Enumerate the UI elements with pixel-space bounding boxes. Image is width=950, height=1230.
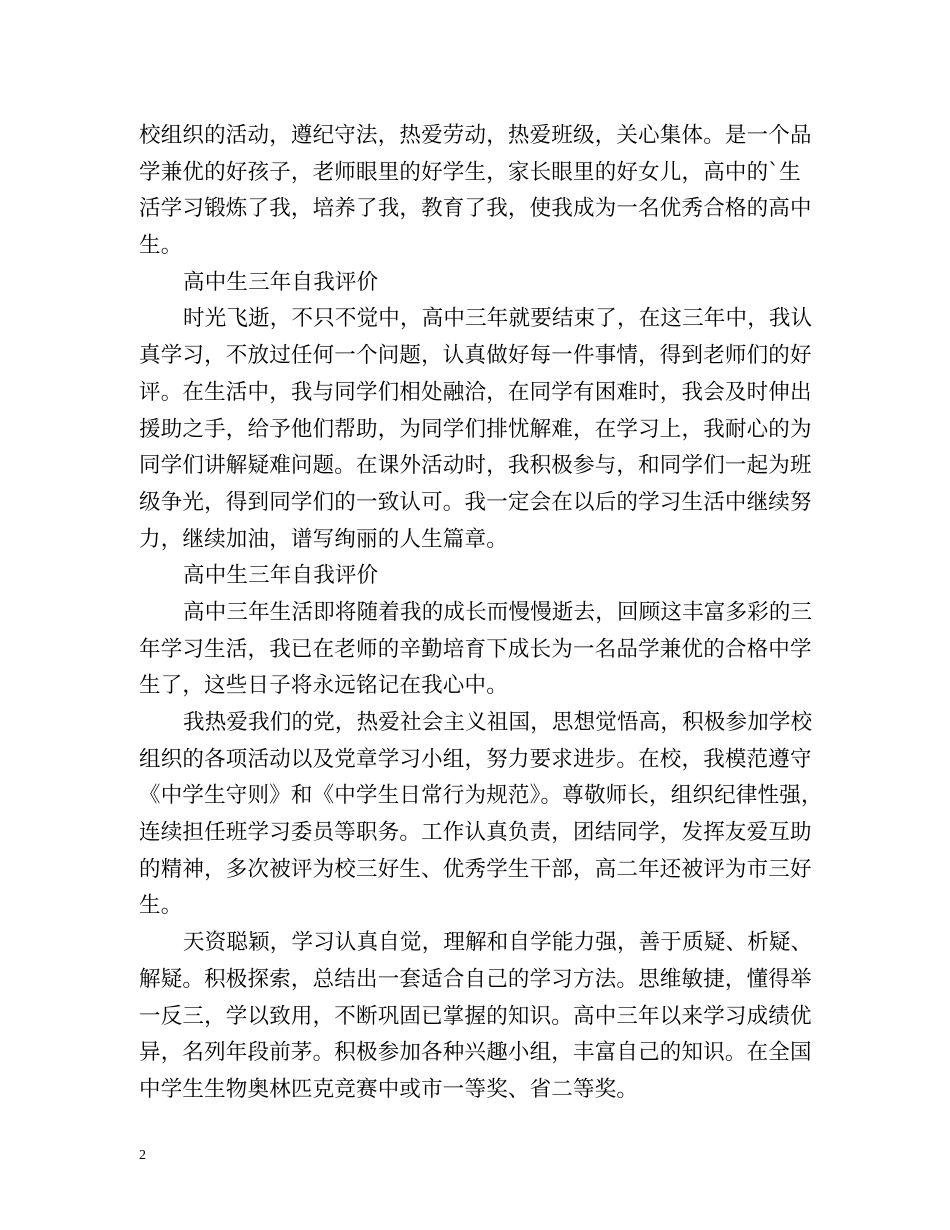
text-line: 同学们讲解疑难问题。在课外活动时，我积极参与，和同学们一起为班 [139,453,812,479]
page-number: 2 [139,1148,146,1163]
document-body [139,118,829,1109]
paragraph-first-line: 时光飞逝，不只不觉中，高中三年就要结束了，在这三年中，我认 [183,306,813,332]
text-line: 《中学生守则》和《中学生日常行为规范》。尊敬师长，组织纪律性强， [139,783,823,809]
text-line: 解疑。积极探索，总结出一套适合自己的学习方法。思维敏捷，懂得举 [139,966,812,992]
section-heading: 高中生三年自我评价 [183,269,379,295]
text-line: 连续担任班学习委员等职务。工作认真负责，团结同学，发挥友爱互助 [139,820,812,846]
text-line: 援助之手，给予他们帮助，为同学们排忧解难，在学习上，我耐心的为 [139,416,812,442]
paragraph-first-line: 高中三年生活即将随着我的成长而慢慢逝去，回顾这丰富多彩的三 [183,599,813,625]
text-line: 生。 [139,233,183,259]
text-line: 生了，这些日子将永远铭记在我心中。 [139,673,508,699]
text-line: 异，名列年段前茅。积极参加各种兴趣小组，丰富自己的知识。在全国 [139,1040,812,1066]
text-line: 中学生生物奥林匹克竞赛中或市一等奖、省二等奖。 [139,1076,639,1102]
text-line: 学兼优的好孩子，老师眼里的好学生，家长眼里的好女儿，高中的`生 [139,159,801,185]
text-line: 力，继续加油，谱写绚丽的人生篇章。 [139,526,508,552]
text-line: 一反三，学以致用，不断巩固已掌握的知识。高中三年以来学习成绩优 [139,1003,812,1029]
paragraph-first-line: 我热爱我们的党，热爱社会主义祖国，思想觉悟高，积极参加学校 [183,710,813,735]
section-heading: 高中生三年自我评价 [183,563,379,589]
text-line: 级争光，得到同学们的一致认可。我一定会在以后的学习生活中继续努 [139,489,812,515]
text-line: 年学习生活，我已在老师的辛勤培育下成长为一名品学兼优的合格中学 [139,636,812,662]
text-line: 真学习，不放过任何一个问题，认真做好每一件事情，得到老师们的好 [139,343,812,369]
text-line: 的精神，多次被评为校三好生、优秀学生干部，高二年还被评为市三好 [139,856,812,882]
text-line: 生。 [139,893,183,919]
text-line: 活学习锻炼了我，培养了我，教育了我，使我成为一名优秀合格的高中 [139,196,812,222]
text-line: 评。在生活中，我与同学们相处融洽，在同学有困难时，我会及时伸出 [139,379,812,405]
text-line: 校组织的活动，遵纪守法，热爱劳动，热爱班级，关心集体。是一个品 [139,123,812,148]
text-line: 组织的各项活动以及党章学习小组，努力要求进步。在校，我模范遵守 [139,746,812,772]
paragraph-first-line: 天资聪颖，学习认真自觉，理解和自学能力强，善于质疑、析疑、 [183,930,813,956]
